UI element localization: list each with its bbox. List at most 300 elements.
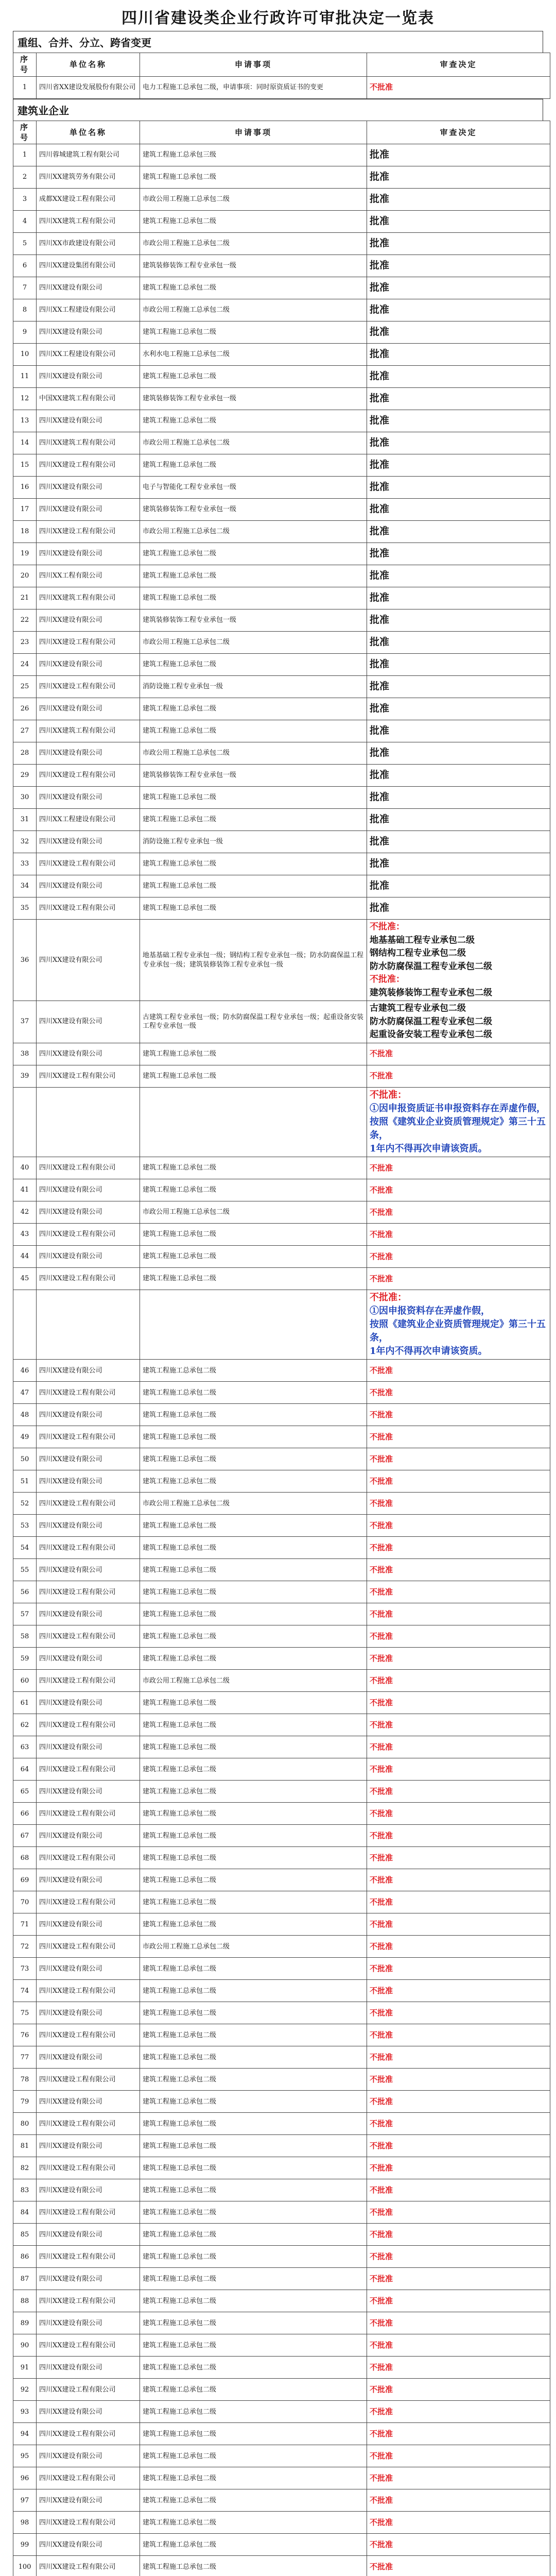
application-item: 建筑工程施工总承包二级 [140,565,367,587]
application-item: 建筑工程施工总承包二级 [140,2445,367,2467]
table-row [13,2467,550,2489]
application-item: 市政公用工程施工总承包二级 [140,299,367,321]
row-number: 79 [13,2091,37,2113]
application-item: 水利水电工程施工总承包二级 [140,344,367,366]
application-item: 建筑工程施工总承包二级 [140,1448,367,1470]
decision: 不批准 [367,2423,550,2445]
table-restructure [13,53,550,99]
table-row [13,1559,550,1581]
company-name: 四川XX建设工程有限公司 [37,1493,140,1515]
company-name: 四川XX建设有限公司 [37,2534,140,2556]
col-header-item: 申请事项 [140,53,367,77]
company-name: 四川XX工程有限公司 [37,565,140,587]
row-number: 74 [13,1980,37,2002]
application-item: 建筑工程施工总承包二级 [140,2113,367,2135]
company-name: 四川XX建设有限公司 [37,366,140,388]
decision: 不批准 [367,1758,550,1781]
row-number: 57 [13,1603,37,1625]
application-item: 市政公用工程施工总承包二级 [140,1493,367,1515]
decision: 批准 [367,388,550,410]
row-number: 82 [13,2157,37,2179]
decision: 不批准 [367,2357,550,2379]
company-name: 四川XX建设工程有限公司 [37,1065,140,1087]
decision: 不批准 [367,2201,550,2224]
company-name: 四川XX工程建设有限公司 [37,809,140,831]
decision: 不批准 [367,1581,550,1603]
application-item: 建筑装修装饰工程专业承包一级 [140,499,367,521]
row-number: 72 [13,1936,37,1958]
company-name: 四川XX建设有限公司 [37,410,140,432]
company-name: 四川XX建设工程有限公司 [37,1625,140,1648]
row-number: 64 [13,1758,37,1781]
company-name: 四川XX建设有限公司 [37,499,140,521]
decision: 不批准 [367,1448,550,1470]
company-name [37,1290,140,1359]
company-name: 四川XX建设工程有限公司 [37,454,140,477]
table-row [13,765,550,787]
company-name: 四川XX建设工程有限公司 [37,2512,140,2534]
row-number: 6 [13,255,37,277]
decision: 批准 [367,587,550,609]
company-name [37,1087,140,1157]
row-number: 76 [13,2024,37,2046]
decision: 不批准 [367,2556,550,2576]
application-item: 建筑工程施工总承包三级 [140,144,367,166]
application-item: 建筑工程施工总承包二级 [140,1869,367,1891]
table-body [13,76,550,98]
application-item: 建筑工程施工总承包二级 [140,2069,367,2091]
table-row [13,2290,550,2312]
application-item: 建筑工程施工总承包二级 [140,787,367,809]
table-row [13,720,550,742]
table-row [13,1223,550,1245]
application-item: 建筑工程施工总承包二级 [140,543,367,565]
table-row [13,432,550,454]
decision-line: 不批准： [370,974,405,985]
row-number: 97 [13,2489,37,2512]
company-name: 四川XX建设有限公司 [37,1515,140,1537]
row-number: 50 [13,1448,37,1470]
application-item: 市政公用工程施工总承包二级 [140,1936,367,1958]
decision: 不批准 [367,1245,550,1267]
application-item: 建筑工程施工总承包二级 [140,1065,367,1087]
row-number: 15 [13,454,37,477]
company-name: 四川XX建设工程有限公司 [37,1803,140,1825]
company-name: 四川XX建设有限公司 [37,2401,140,2423]
company-name: 四川XX建设工程有限公司 [37,1936,140,1958]
decision: 批准 [367,676,550,698]
company-name: 四川XX建筑工程有限公司 [37,720,140,742]
company-name: 四川XX建设工程有限公司 [37,1267,140,1290]
decision-reason [367,1087,550,1157]
table-row [13,1290,550,1359]
application-item: 建筑装修装饰工程专业承包一级 [140,388,367,410]
decision: 不批准 [367,1781,550,1803]
application-item: 消防设施工程专业承包一级 [140,676,367,698]
decision-line: 钢结构工程专业承包二级 [370,948,466,958]
table-row [13,609,550,632]
decision: 不批准 [367,1825,550,1847]
company-name: 成都XX建设工程有限公司 [37,189,140,211]
application-item: 建筑工程施工总承包二级 [140,166,367,189]
table-row [13,1426,550,1448]
row-number: 3 [13,189,37,211]
table-row [13,299,550,321]
application-item: 建筑工程施工总承包二级 [140,1758,367,1781]
company-name: 四川XX建设有限公司 [37,831,140,853]
application-item: 市政公用工程施工总承包二级 [140,632,367,654]
application-item: 建筑工程施工总承包二级 [140,2489,367,2512]
decision: 不批准 [367,2002,550,2024]
row-number: 68 [13,1847,37,1869]
row-number: 96 [13,2467,37,2489]
col-header-name: 单位名称 [37,53,140,77]
company-name: 四川XX建设有限公司 [37,321,140,344]
company-name: 四川XX建设有限公司 [37,1404,140,1426]
application-item: 建筑工程施工总承包二级 [140,1736,367,1758]
table-row [13,2246,550,2268]
application-item: 建筑工程施工总承包二级 [140,897,367,920]
company-name: 四川XX建设有限公司 [37,1043,140,1065]
decision [367,1001,550,1043]
company-name: 四川XX建设工程有限公司 [37,2467,140,2489]
application-item: 建筑工程施工总承包二级 [140,1360,367,1382]
decision: 不批准 [367,1223,550,1245]
application-item [140,1087,367,1157]
table-row [13,2489,550,2512]
reason-line: 1年内不得再次申请该资质。 [370,1346,488,1357]
decision: 批准 [367,454,550,477]
table-row [13,1847,550,1869]
row-number: 59 [13,1648,37,1670]
decision: 不批准 [367,1847,550,1869]
row-number: 53 [13,1515,37,1537]
row-number: 26 [13,698,37,720]
decision: 不批准 [367,2379,550,2401]
decision: 批准 [367,299,550,321]
table-row [13,521,550,543]
company-name: 四川XX建设有限公司 [37,1825,140,1847]
application-item: 建筑工程施工总承包二级 [140,1958,367,1980]
row-number: 83 [13,2179,37,2201]
application-item: 建筑工程施工总承包二级 [140,809,367,831]
table-row [13,410,550,432]
table-row [13,742,550,765]
table-row [13,1179,550,1201]
decision: 不批准 [367,1201,550,1223]
company-name: 四川XX建设有限公司 [37,1470,140,1493]
row-number: 86 [13,2246,37,2268]
decision-line: 防水防腐保温工程专业承包二级 [370,961,492,972]
section-heading-construction: 建筑业企业 [13,99,543,121]
table-row [13,1670,550,1692]
table-row [13,1736,550,1758]
table-row [13,2069,550,2091]
row-number: 78 [13,2069,37,2091]
company-name: 四川XX建设有限公司 [37,2357,140,2379]
decision: 批准 [367,565,550,587]
table-row [13,1043,550,1065]
row-number: 20 [13,565,37,587]
application-item: 建筑装修装饰工程专业承包一级 [140,255,367,277]
table-row [13,1803,550,1825]
decision-line: 建筑装修装饰工程专业承包二级 [370,987,492,998]
company-name: 四川省XX建设发展股份有限公司 [37,76,140,98]
decision: 不批准 [367,1559,550,1581]
application-item: 建筑工程施工总承包二级 [140,1426,367,1448]
application-item: 建筑工程施工总承包二级 [140,2556,367,2576]
row-number: 48 [13,1404,37,1426]
company-name: 四川XX建设有限公司 [37,1001,140,1043]
application-item: 建筑工程施工总承包二级 [140,698,367,720]
reason-line: ①因申报资料存在弄虚作假， [370,1306,490,1317]
company-name: 四川XX建设有限公司 [37,477,140,499]
application-item: 建筑工程施工总承包二级 [140,2334,367,2357]
company-name: 四川XX建设集团有限公司 [37,255,140,277]
row-number: 17 [13,499,37,521]
company-name: 四川蓉城建筑工程有限公司 [37,144,140,166]
table-row [13,321,550,344]
table-row [13,654,550,676]
company-name: 四川XX建设有限公司 [37,1913,140,1936]
company-name: 四川XX建筑工程有限公司 [37,432,140,454]
row-number: 12 [13,388,37,410]
decision: 批准 [367,410,550,432]
table-row [13,543,550,565]
company-name: 四川XX建设工程有限公司 [37,676,140,698]
table-row [13,1913,550,1936]
application-item: 建筑工程施工总承包二级 [140,1157,367,1179]
table-row [13,1958,550,1980]
decision: 不批准 [367,1537,550,1559]
company-name: 四川XX建设有限公司 [37,1736,140,1758]
decision: 不批准 [367,1869,550,1891]
application-item: 建筑工程施工总承包二级 [140,1267,367,1290]
decision-line: 不批准： [370,922,405,932]
company-name: 四川XX建设有限公司 [37,1201,140,1223]
table-row [13,1936,550,1958]
decision: 不批准 [367,2024,550,2046]
decision: 不批准 [367,1515,550,1537]
application-item: 建筑工程施工总承包二级 [140,1581,367,1603]
row-number: 21 [13,587,37,609]
row-number: 22 [13,609,37,632]
application-item: 建筑工程施工总承包二级 [140,2357,367,2379]
row-number: 38 [13,1043,37,1065]
table-row [13,831,550,853]
row-number: 93 [13,2401,37,2423]
application-item: 建筑工程施工总承包二级 [140,2135,367,2157]
application-item: 建筑工程施工总承包二级 [140,1913,367,1936]
table-row [13,2445,550,2467]
row-number: 23 [13,632,37,654]
table-row [13,2423,550,2445]
decision: 批准 [367,432,550,454]
decision: 批准 [367,897,550,920]
company-name: 四川XX建设工程有限公司 [37,2423,140,2445]
application-item: 建筑工程施工总承包二级 [140,1825,367,1847]
decision: 批准 [367,875,550,897]
decision: 批准 [367,477,550,499]
row-number: 10 [13,344,37,366]
table-row [13,676,550,698]
application-item: 建筑工程施工总承包二级 [140,2201,367,2224]
application-item: 建筑工程施工总承包二级 [140,1847,367,1869]
row-number: 5 [13,233,37,255]
row-number: 49 [13,1426,37,1448]
decision: 不批准 [367,1714,550,1736]
row-number [13,1087,37,1157]
application-item: 建筑工程施工总承包二级 [140,2290,367,2312]
table-row [13,2268,550,2290]
row-number: 89 [13,2312,37,2334]
decision: 不批准 [367,1891,550,1913]
decision: 批准 [367,609,550,632]
decision: 不批准 [367,1736,550,1758]
application-item: 建筑工程施工总承包二级 [140,1803,367,1825]
table-row [13,1603,550,1625]
table-row [13,477,550,499]
table-row [13,2091,550,2113]
row-number: 14 [13,432,37,454]
table-row [13,632,550,654]
row-number: 100 [13,2556,37,2576]
table-construction [13,121,550,2576]
decision: 不批准 [367,2224,550,2246]
company-name: 四川XX建设工程有限公司 [37,1581,140,1603]
col-header-item: 申请事项 [140,121,367,144]
decision: 不批准 [367,1958,550,1980]
decision: 不批准 [367,2046,550,2069]
application-item: 建筑工程施工总承包二级 [140,2179,367,2201]
table-row [13,1470,550,1493]
company-name: 四川XX建设有限公司 [37,2445,140,2467]
decision: 不批准 [367,1493,550,1515]
table-row [13,1648,550,1670]
row-number: 54 [13,1537,37,1559]
row-number: 19 [13,543,37,565]
application-item: 建筑工程施工总承包二级 [140,1515,367,1537]
application-item: 电子与智能化工程专业承包一级 [140,477,367,499]
table-row [13,1404,550,1426]
company-name: 四川XX建设有限公司 [37,1179,140,1201]
application-item: 建筑工程施工总承包二级 [140,1404,367,1426]
row-number: 70 [13,1891,37,1913]
decision: 不批准 [367,2246,550,2268]
row-number: 91 [13,2357,37,2379]
row-number: 11 [13,366,37,388]
decision: 不批准 [367,2445,550,2467]
decision: 不批准 [367,1470,550,1493]
row-number: 77 [13,2046,37,2069]
company-name: 四川XX建设工程有限公司 [37,2024,140,2046]
row-number: 18 [13,521,37,543]
application-item: 市政公用工程施工总承包二级 [140,521,367,543]
table-row [13,1157,550,1179]
company-name: 四川XX建设有限公司 [37,1559,140,1581]
decision: 不批准 [367,1936,550,1958]
decision: 不批准 [367,1360,550,1382]
decision: 不批准 [367,2091,550,2113]
application-item: 建筑工程施工总承包二级 [140,1980,367,2002]
application-item: 建筑工程施工总承包二级 [140,211,367,233]
decision-line: 防水防腐保温工程专业承包二级 [370,1016,492,1027]
row-number: 73 [13,1958,37,1980]
document-page [13,0,546,2576]
row-number: 58 [13,1625,37,1648]
decision: 不批准 [367,1157,550,1179]
table-row [13,1001,550,1043]
application-item: 建筑工程施工总承包二级 [140,1043,367,1065]
decision: 批准 [367,166,550,189]
company-name: 四川XX建设有限公司 [37,2135,140,2157]
row-number: 25 [13,676,37,698]
row-number: 65 [13,1781,37,1803]
decision: 不批准 [367,2512,550,2534]
table-row [13,211,550,233]
decision: 批准 [367,277,550,299]
row-number: 62 [13,1714,37,1736]
company-name: 四川XX建筑工程有限公司 [37,211,140,233]
table-row [13,366,550,388]
decision: 不批准 [367,2135,550,2157]
company-name: 四川XX建设有限公司 [37,2268,140,2290]
company-name: 四川XX建设有限公司 [37,277,140,299]
table-row [13,388,550,410]
decision: 批准 [367,321,550,344]
row-number: 16 [13,477,37,499]
company-name: 四川XX建设工程有限公司 [37,632,140,654]
decision: 不批准 [367,2290,550,2312]
table-row [13,1891,550,1913]
application-item: 建筑工程施工总承包二级 [140,454,367,477]
decision: 不批准 [367,1179,550,1201]
reason-line: 1年内不得再次申请该资质。 [370,1143,488,1154]
row-number: 24 [13,654,37,676]
table-row [13,2201,550,2224]
row-number: 13 [13,410,37,432]
table-row [13,454,550,477]
company-name: 四川XX建设工程有限公司 [37,1980,140,2002]
application-item: 建筑工程施工总承包二级 [140,2024,367,2046]
company-name: 四川XX建设工程有限公司 [37,765,140,787]
application-item: 建筑工程施工总承包二级 [140,2379,367,2401]
application-item: 建筑工程施工总承包二级 [140,2268,367,2290]
application-item: 建筑工程施工总承包二级 [140,2512,367,2534]
decision: 批准 [367,787,550,809]
decision: 不批准 [367,1426,550,1448]
col-header-decision: 审查决定 [367,121,550,144]
table-row [13,1448,550,1470]
application-item [140,1290,367,1359]
company-name: 四川XX建设有限公司 [37,2489,140,2512]
application-item: 建筑工程施工总承包二级 [140,2157,367,2179]
table-row [13,875,550,897]
table-row [13,1201,550,1223]
row-number: 28 [13,742,37,765]
application-item: 建筑工程施工总承包二级 [140,654,367,676]
decision: 不批准 [367,2113,550,2135]
row-number: 44 [13,1245,37,1267]
table-row [13,2401,550,2423]
application-item: 建筑工程施工总承包二级 [140,1537,367,1559]
row-number: 35 [13,897,37,920]
decision: 不批准 [367,1603,550,1625]
company-name: 四川XX建设工程有限公司 [37,2246,140,2268]
decision: 不批准 [367,1267,550,1290]
decision: 不批准 [367,2157,550,2179]
row-number: 45 [13,1267,37,1290]
